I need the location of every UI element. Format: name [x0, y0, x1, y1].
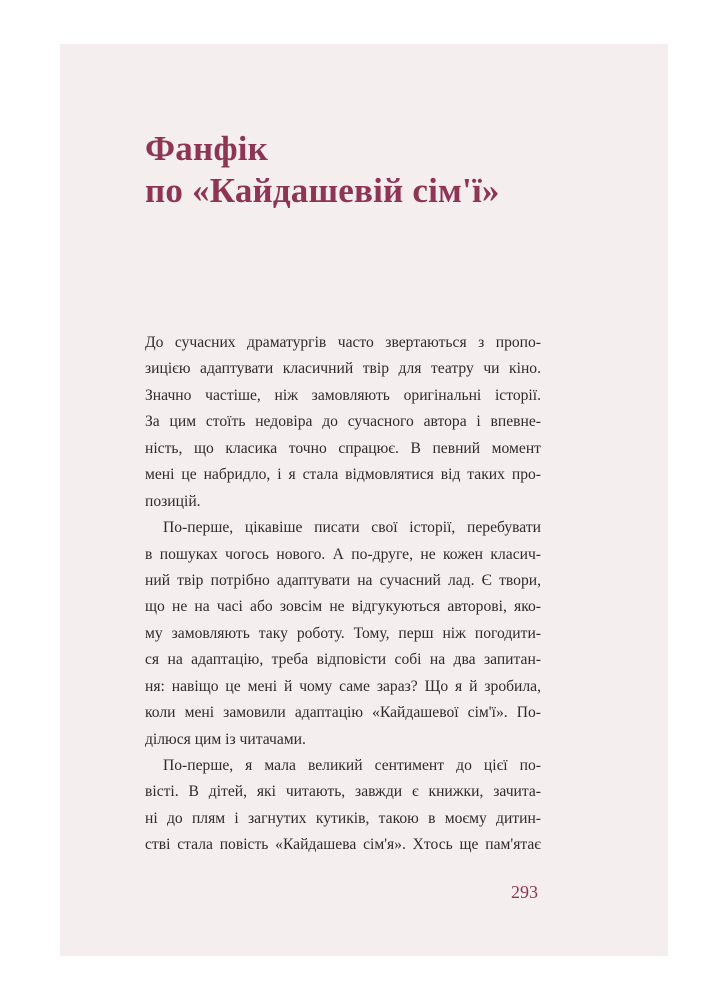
text-line: стві стала повість «Кайдашева сім'я». Хтось ще пам'ятає: [145, 836, 541, 854]
chapter-title-line-2: по «Кайдашевій сім'ї»: [145, 171, 500, 210]
text-line: По-перше, я мала великий сентимент до цієї по-: [163, 757, 541, 774]
text-line: ділюся цим із читачами.: [145, 730, 306, 748]
chapter-title: [145, 128, 500, 212]
text-line: Значно частіше, ніж замовляють оригінальні історії.: [145, 386, 541, 404]
text-line: ний твір потрібно адаптувати на сучасний лад. Є твори,: [145, 571, 541, 589]
text-line: в пошуках чогось нового. А по-друге, не кожен класич-: [145, 545, 541, 563]
text-line: зицією адаптувати класичний твір для театру чи кіно.: [145, 360, 541, 378]
chapter-title-line-1: Фанфік: [145, 129, 269, 168]
text-line: позицій.: [145, 492, 201, 510]
text-line: По-перше, цікавіше писати свої історії, перебувати: [163, 519, 541, 537]
text-line: ність, що класика точно спрацює. В певний момент: [145, 439, 541, 457]
page-number: 293: [511, 882, 538, 902]
text-line: вісті. В дітей, які читають, завжди є книжки, зачита-: [145, 783, 541, 801]
body-text: [145, 330, 541, 859]
text-line: мені це набридло, і я стала відмовлятися від таких про-: [145, 466, 541, 484]
text-line: До сучасних драматургів часто звертаються з пропо-: [145, 334, 541, 351]
text-line: ні до плям і загнутих кутиків, такою в моєму дитин-: [145, 809, 541, 827]
text-line: що не на часі або зовсім не відгукуються авторові, яко-: [145, 598, 541, 616]
text-line: му замовляють таку роботу. Тому, перш ніж погодити-: [145, 624, 541, 642]
text-line: За цим стоїть недовіра до сучасного автора і впевне-: [145, 413, 541, 431]
text-line: ся на адаптацію, треба відповісти собі на два запитан-: [145, 651, 541, 669]
text-line: ня: навіщо це мені й чому саме зараз? Що я й зробила,: [145, 677, 541, 695]
text-line: коли мені замовили адаптацію «Кайдашевої сім'ї». По-: [145, 704, 541, 722]
